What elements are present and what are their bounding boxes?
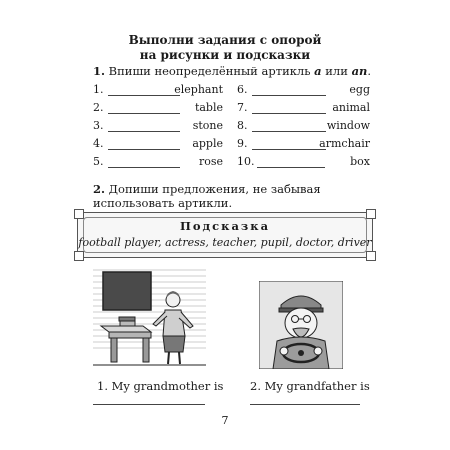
exercise-column-left (93, 83, 223, 173)
task-1-text: Впиши неопределённый артикль (108, 64, 311, 78)
caption-grandfather: 2. My grandfather is (250, 379, 370, 393)
task-2-text: Допиши предложения, не забывая использовать артикли. (93, 182, 321, 210)
driver-illustration (259, 281, 343, 369)
answer-blank[interactable] (252, 131, 326, 132)
hint-title: Подсказка (179, 219, 271, 233)
caption-grandmother: 1. My grandmother is (97, 379, 224, 393)
answer-blank[interactable] (252, 113, 326, 114)
teacher-illustration (93, 264, 206, 368)
answer-blank[interactable] (108, 131, 180, 132)
hint-box (77, 212, 373, 258)
task-2-instruction (93, 182, 373, 210)
page-number: 7 (221, 414, 229, 427)
answer-blank[interactable] (257, 167, 325, 168)
task-1-number: 1. (93, 64, 106, 78)
answer-line-grandmother[interactable] (93, 404, 205, 405)
exercise-item: 1. elephant (93, 83, 223, 96)
exercise-column-right (237, 83, 370, 173)
task-1-or: или (325, 64, 348, 78)
article-a: a (314, 64, 322, 78)
corner-ornament (366, 251, 376, 261)
task-2-number: 2. (93, 182, 106, 196)
corner-ornament (366, 209, 376, 219)
exercise-item: 6. egg (237, 83, 370, 96)
article-an: an (351, 64, 368, 78)
answer-line-grandfather[interactable] (250, 404, 360, 405)
exercise-item: 3. stone (93, 119, 223, 132)
corner-ornament (74, 209, 84, 219)
exercise-item: 2. table (93, 101, 223, 114)
title-line-1: Выполни задания с опорой (128, 33, 322, 47)
hint-words: football player, actress, teacher, pupil, doctor, driver (78, 236, 372, 249)
exercise-item: 4. apple (93, 137, 223, 150)
answer-blank[interactable] (252, 149, 326, 150)
exercise-item: 8. window (237, 119, 370, 132)
answer-blank[interactable] (108, 167, 180, 168)
corner-ornament (74, 251, 84, 261)
task-1-instruction: 1. Впиши неопределённый артикль a или an. (93, 64, 372, 78)
title-line-2: на рисунки и подсказки (139, 48, 311, 62)
exercise-item: 5. rose (93, 155, 223, 168)
exercise-item: 10. box (237, 155, 370, 168)
answer-blank[interactable] (108, 149, 180, 150)
page-title (0, 33, 450, 63)
exercise-item: 7. animal (237, 101, 370, 114)
exercise-item: 9. armchair (237, 137, 370, 150)
answer-blank[interactable] (252, 95, 326, 96)
answer-blank[interactable] (108, 113, 180, 114)
answer-blank[interactable] (108, 95, 180, 96)
